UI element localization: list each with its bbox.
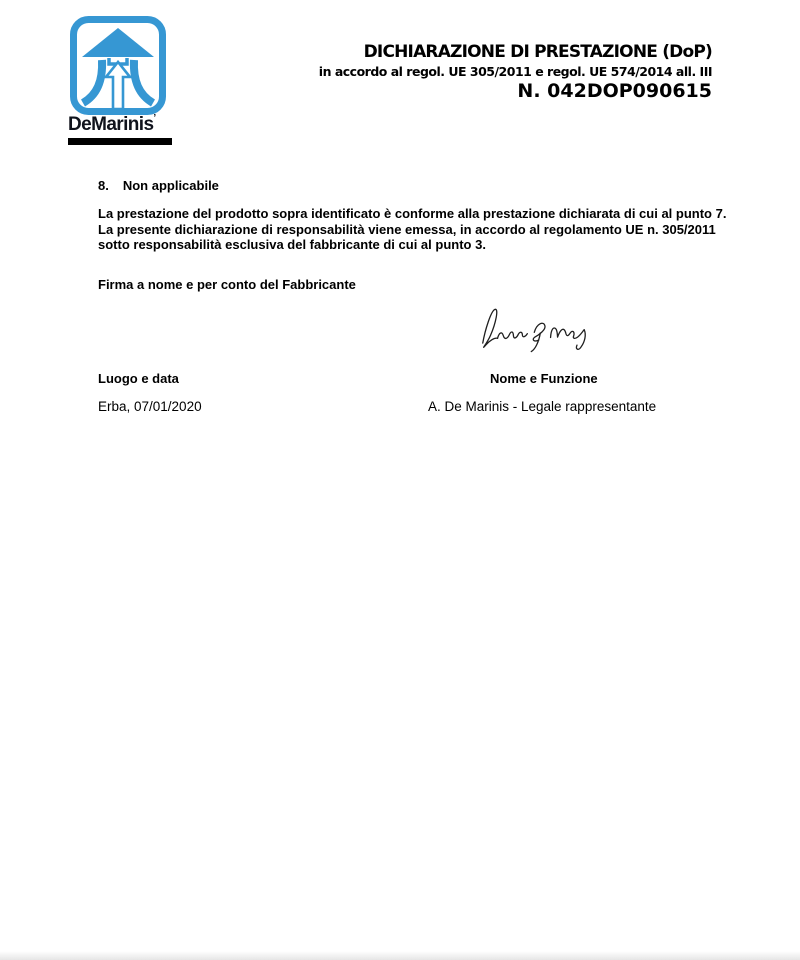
document-subtitle: in accordo al regol. UE 305/2011 e regol. UE 574/2014 all. III bbox=[318, 64, 712, 79]
brand-trademark-mark: ’ bbox=[153, 113, 156, 124]
declaration-paragraph bbox=[98, 206, 726, 253]
logo-underline-bar bbox=[68, 138, 172, 145]
paragraph-line: sotto responsabilità esclusiva del fabbricante di cui al punto 3. bbox=[98, 237, 486, 252]
document-title: DICHIARAZIONE DI PRESTAZIONE (DoP) bbox=[363, 42, 712, 62]
section-8-text: Non applicabile bbox=[122, 178, 219, 193]
paragraph-line: La prestazione del prodotto sopra identificato è conforme alla prestazione dichiarata di cui al punto 7. bbox=[98, 206, 727, 221]
paragraph-line: La presente dichiarazione di responsabilità viene emessa, in accordo al regolamento UE n. 305/2011 bbox=[98, 221, 716, 237]
place-date-value: Erba, 07/01/2020 bbox=[98, 399, 202, 414]
place-date-label: Luogo e data bbox=[98, 371, 179, 386]
signature-intro-text: Firma a nome e per conto del Fabbricante bbox=[98, 277, 356, 292]
name-function-value: A. De Marinis - Legale rappresentante bbox=[428, 399, 657, 414]
section-8-number: 8. bbox=[98, 178, 109, 193]
brand-row bbox=[68, 114, 174, 136]
section-8 bbox=[98, 178, 219, 193]
brand-name: DeMarinis bbox=[68, 114, 154, 135]
document-header bbox=[319, 43, 712, 102]
handwritten-signature bbox=[465, 295, 618, 359]
scan-edge-shadow bbox=[0, 951, 800, 960]
name-function-label: Nome e Funzione bbox=[490, 371, 598, 386]
document-number: N. 042DOP090615 bbox=[517, 80, 712, 102]
demarinis-house-arrow-icon bbox=[69, 15, 167, 116]
